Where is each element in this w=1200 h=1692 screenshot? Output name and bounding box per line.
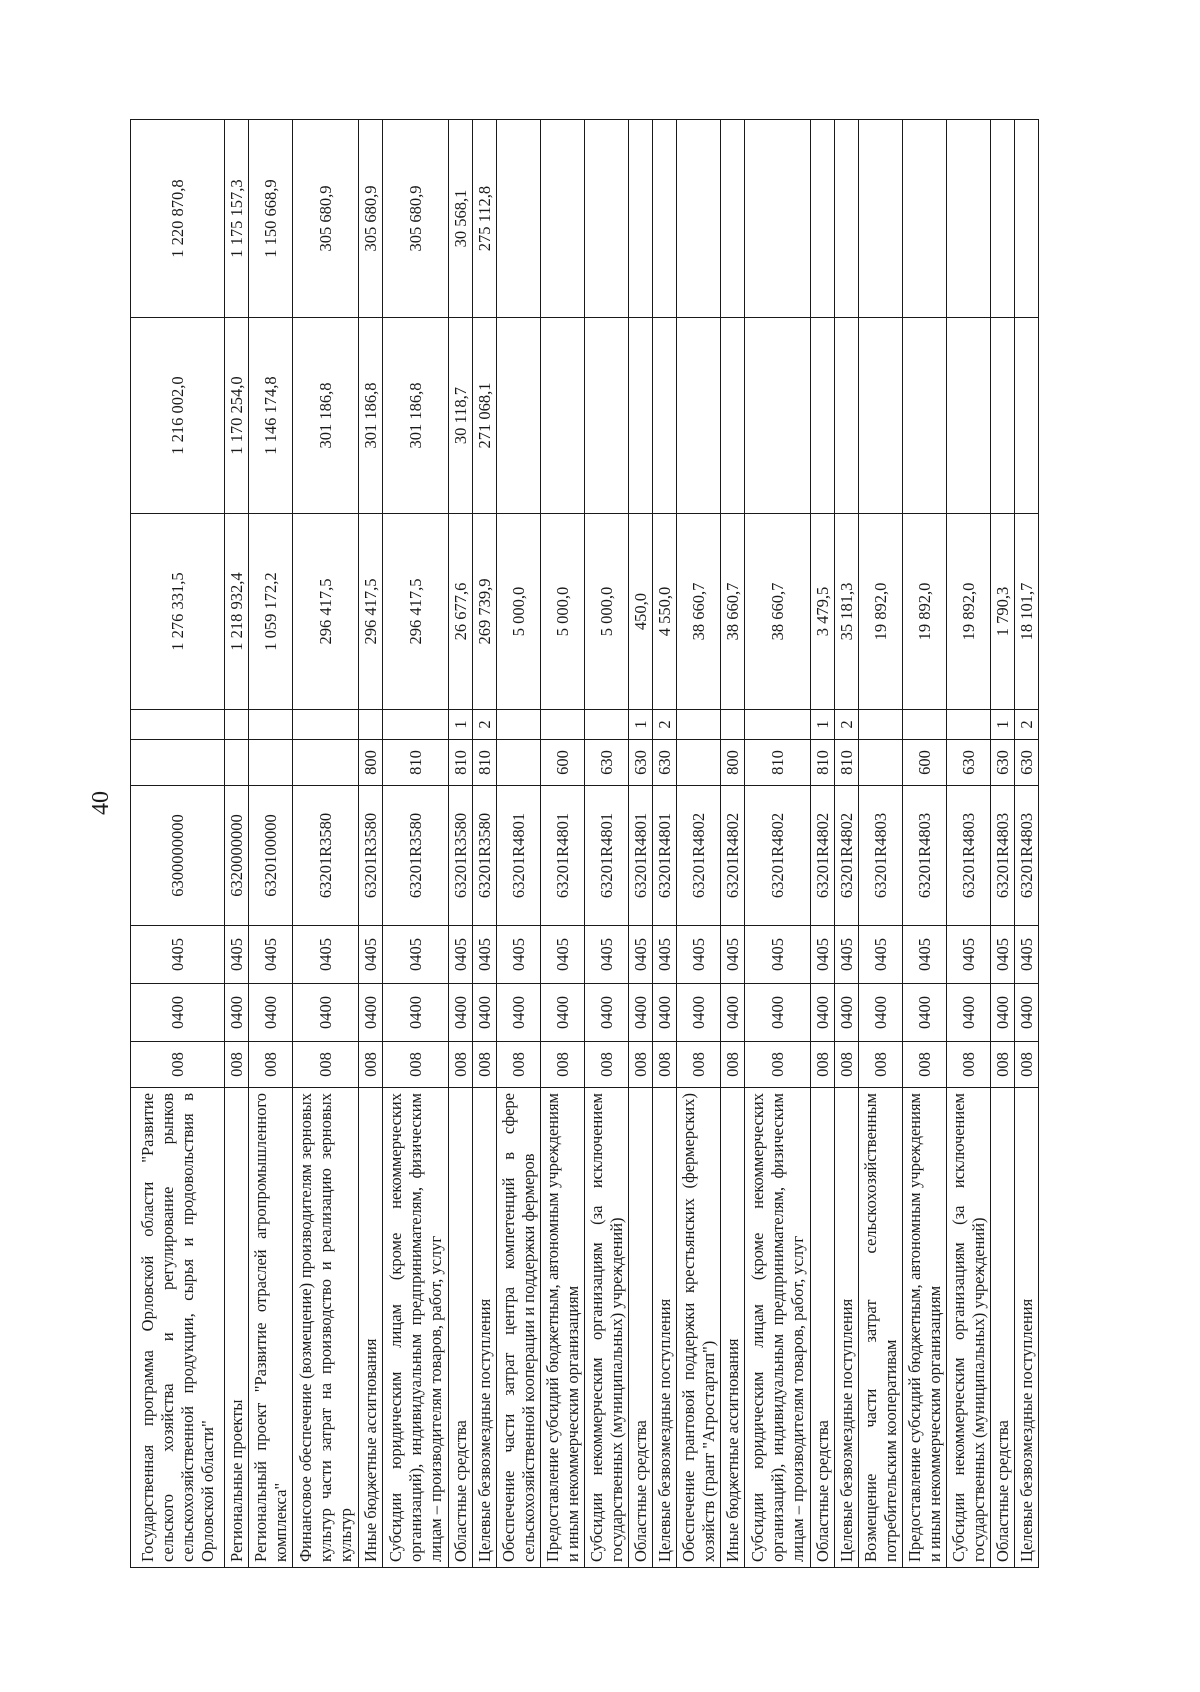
cell-expense-type (677, 740, 721, 786)
cell-source: 2 (473, 710, 497, 740)
cell-name: Областные средства (629, 1088, 653, 1568)
cell-subsection: 0405 (585, 926, 629, 984)
cell-expense-type (225, 740, 249, 786)
cell-ministry: 008 (721, 1042, 745, 1088)
cell-name: Областные средства (811, 1088, 835, 1568)
cell-source (383, 710, 449, 740)
cell-target-article: 6320100000 (249, 786, 293, 926)
cell-subsection: 0405 (991, 926, 1015, 984)
cell-section: 0400 (903, 984, 947, 1042)
cell-year1: 296 417,5 (383, 514, 449, 710)
cell-section: 0400 (449, 984, 473, 1042)
cell-name: Финансовое обеспечение (возмещение) производителям зерновых культур части затрат на производство и реализацию зерновых культур (293, 1088, 359, 1568)
cell-subsection: 0405 (541, 926, 585, 984)
cell-expense-type: 800 (359, 740, 383, 786)
cell-subsection: 0405 (947, 926, 991, 984)
cell-expense-type: 600 (903, 740, 947, 786)
table-row (859, 120, 903, 1568)
cell-target-article: 63201R4801 (541, 786, 585, 926)
cell-year3: 1 175 157,3 (225, 120, 249, 318)
cell-subsection: 0405 (293, 926, 359, 984)
cell-ministry: 008 (383, 1042, 449, 1088)
cell-year3 (653, 120, 677, 318)
cell-expense-type: 800 (721, 740, 745, 786)
table-row (225, 120, 249, 1568)
cell-subsection: 0405 (629, 926, 653, 984)
cell-year3 (835, 120, 859, 318)
cell-source: 1 (811, 710, 835, 740)
cell-subsection: 0405 (225, 926, 249, 984)
cell-year2: 30 118,7 (449, 318, 473, 514)
cell-name: Обеспечение грантовой поддержки крестьянских (фермерских) хозяйств (грант "Агростартап") (677, 1088, 721, 1568)
cell-ministry: 008 (497, 1042, 541, 1088)
cell-source (859, 710, 903, 740)
cell-target-article: 63201R4802 (811, 786, 835, 926)
cell-year3 (1015, 120, 1039, 318)
cell-section: 0400 (721, 984, 745, 1042)
rotated-table-container (130, 120, 1039, 1568)
cell-name: Иные бюджетные ассигнования (721, 1088, 745, 1568)
cell-ministry: 008 (131, 1042, 225, 1088)
cell-year3 (721, 120, 745, 318)
cell-target-article: 63201R4801 (629, 786, 653, 926)
cell-target-article: 6300000000 (131, 786, 225, 926)
cell-name: Целевые безвозмездные поступления (1015, 1088, 1039, 1568)
cell-year2 (991, 318, 1015, 514)
cell-target-article: 63201R3580 (359, 786, 383, 926)
cell-year3 (541, 120, 585, 318)
cell-expense-type: 810 (811, 740, 835, 786)
cell-subsection: 0405 (677, 926, 721, 984)
cell-year3: 30 568,1 (449, 120, 473, 318)
table-row (449, 120, 473, 1568)
cell-year3: 1 150 668,9 (249, 120, 293, 318)
cell-ministry: 008 (249, 1042, 293, 1088)
cell-year1: 1 790,3 (991, 514, 1015, 710)
cell-target-article: 63201R4802 (677, 786, 721, 926)
table-row (835, 120, 859, 1568)
cell-year1: 35 181,3 (835, 514, 859, 710)
table-row (497, 120, 541, 1568)
cell-expense-type: 630 (947, 740, 991, 786)
table-row (721, 120, 745, 1568)
cell-subsection: 0405 (383, 926, 449, 984)
cell-section: 0400 (541, 984, 585, 1042)
cell-year3: 305 680,9 (293, 120, 359, 318)
cell-source (721, 710, 745, 740)
cell-expense-type (859, 740, 903, 786)
cell-year2: 1 146 174,8 (249, 318, 293, 514)
cell-section: 0400 (585, 984, 629, 1042)
cell-name: Возмещение части затрат сельскохозяйственным потребительским кооперативам (859, 1088, 903, 1568)
cell-subsection: 0405 (1015, 926, 1039, 984)
cell-section: 0400 (745, 984, 811, 1042)
cell-source (541, 710, 585, 740)
cell-target-article: 63201R4803 (991, 786, 1015, 926)
cell-year1: 19 892,0 (903, 514, 947, 710)
cell-year3 (677, 120, 721, 318)
cell-year2 (541, 318, 585, 514)
cell-section: 0400 (473, 984, 497, 1042)
table-row (293, 120, 359, 1568)
cell-ministry: 008 (449, 1042, 473, 1088)
cell-year2 (629, 318, 653, 514)
cell-target-article: 63201R3580 (449, 786, 473, 926)
cell-year3 (497, 120, 541, 318)
cell-ministry: 008 (811, 1042, 835, 1088)
cell-subsection: 0405 (131, 926, 225, 984)
cell-source (585, 710, 629, 740)
cell-target-article: 63201R4803 (903, 786, 947, 926)
cell-year2 (859, 318, 903, 514)
cell-source: 2 (835, 710, 859, 740)
table-row (359, 120, 383, 1568)
cell-subsection: 0405 (449, 926, 473, 984)
cell-year2 (811, 318, 835, 514)
cell-ministry: 008 (947, 1042, 991, 1088)
cell-target-article: 63201R4803 (859, 786, 903, 926)
cell-target-article: 63201R3580 (383, 786, 449, 926)
cell-section: 0400 (859, 984, 903, 1042)
table-row (811, 120, 835, 1568)
table-row (745, 120, 811, 1568)
cell-year1: 296 417,5 (293, 514, 359, 710)
cell-subsection: 0405 (903, 926, 947, 984)
cell-expense-type: 630 (1015, 740, 1039, 786)
cell-year2 (835, 318, 859, 514)
cell-year1: 5 000,0 (585, 514, 629, 710)
cell-section: 0400 (249, 984, 293, 1042)
cell-year2 (585, 318, 629, 514)
cell-year2 (677, 318, 721, 514)
cell-subsection: 0405 (745, 926, 811, 984)
cell-ministry: 008 (745, 1042, 811, 1088)
cell-year2 (721, 318, 745, 514)
cell-target-article: 63201R3580 (293, 786, 359, 926)
cell-ministry: 008 (473, 1042, 497, 1088)
cell-source (293, 710, 359, 740)
cell-ministry: 008 (225, 1042, 249, 1088)
cell-year3 (745, 120, 811, 318)
cell-ministry: 008 (293, 1042, 359, 1088)
cell-ministry: 008 (629, 1042, 653, 1088)
cell-ministry: 008 (677, 1042, 721, 1088)
cell-source (359, 710, 383, 740)
cell-section: 0400 (653, 984, 677, 1042)
cell-year2: 301 186,8 (359, 318, 383, 514)
table-row (677, 120, 721, 1568)
cell-section: 0400 (383, 984, 449, 1042)
cell-year1: 38 660,7 (745, 514, 811, 710)
cell-expense-type: 810 (383, 740, 449, 786)
cell-year2 (497, 318, 541, 514)
cell-source (677, 710, 721, 740)
cell-year1: 18 101,7 (1015, 514, 1039, 710)
budget-table (130, 119, 1039, 1568)
table-row (473, 120, 497, 1568)
cell-year3 (629, 120, 653, 318)
cell-name: Предоставление субсидий бюджетным, автономным учреждениям и иным некоммерческим организациям (541, 1088, 585, 1568)
cell-name: Целевые безвозмездные поступления (835, 1088, 859, 1568)
cell-source: 2 (653, 710, 677, 740)
cell-subsection: 0405 (473, 926, 497, 984)
table-row (383, 120, 449, 1568)
cell-name: Субсидии юридическим лицам (кроме некоммерческих организаций), индивидуальным предпринимателям, физическим лицам – производителям товаров, работ, услуг (745, 1088, 811, 1568)
cell-year1: 26 677,6 (449, 514, 473, 710)
cell-source: 1 (449, 710, 473, 740)
cell-expense-type: 630 (629, 740, 653, 786)
cell-target-article: 63201R4802 (721, 786, 745, 926)
cell-year3 (947, 120, 991, 318)
cell-section: 0400 (835, 984, 859, 1042)
cell-source (947, 710, 991, 740)
cell-subsection: 0405 (811, 926, 835, 984)
cell-section: 0400 (1015, 984, 1039, 1042)
cell-name: Региональный проект "Развитие отраслей агропромышленного комплекса" (249, 1088, 293, 1568)
table-row (903, 120, 947, 1568)
cell-name: Обеспечение части затрат центра компетенций в сфере сельскохозяйственной кооперации и поддержки фермеров (497, 1088, 541, 1568)
cell-ministry: 008 (1015, 1042, 1039, 1088)
table-row (585, 120, 629, 1568)
table-row (629, 120, 653, 1568)
cell-section: 0400 (629, 984, 653, 1042)
cell-section: 0400 (991, 984, 1015, 1042)
table-row (653, 120, 677, 1568)
cell-section: 0400 (359, 984, 383, 1042)
cell-year2: 271 068,1 (473, 318, 497, 514)
cell-year1: 5 000,0 (541, 514, 585, 710)
cell-year1: 19 892,0 (947, 514, 991, 710)
cell-name: Субсидии юридическим лицам (кроме некоммерческих организаций), индивидуальным предпринимателям, физическим лицам – производителям товаров, работ, услуг (383, 1088, 449, 1568)
cell-section: 0400 (677, 984, 721, 1042)
cell-year1: 5 000,0 (497, 514, 541, 710)
cell-expense-type (293, 740, 359, 786)
cell-section: 0400 (811, 984, 835, 1042)
cell-ministry: 008 (903, 1042, 947, 1088)
cell-expense-type: 810 (745, 740, 811, 786)
table-row (947, 120, 991, 1568)
cell-year1: 1 059 172,2 (249, 514, 293, 710)
table-row (131, 120, 225, 1568)
table-body (131, 120, 1039, 1568)
cell-name: Областные средства (449, 1088, 473, 1568)
cell-ministry: 008 (541, 1042, 585, 1088)
table-row (249, 120, 293, 1568)
cell-year3 (991, 120, 1015, 318)
cell-year2: 1 170 254,0 (225, 318, 249, 514)
cell-year1: 38 660,7 (721, 514, 745, 710)
cell-expense-type: 630 (585, 740, 629, 786)
cell-year3: 275 112,8 (473, 120, 497, 318)
cell-name: Субсидии некоммерческим организациям (за исключением государственных (муниципальных) учреждений) (947, 1088, 991, 1568)
cell-year1: 3 479,5 (811, 514, 835, 710)
cell-name: Субсидии некоммерческим организациям (за исключением государственных (муниципальных) учреждений) (585, 1088, 629, 1568)
cell-year1: 296 417,5 (359, 514, 383, 710)
cell-year3 (585, 120, 629, 318)
cell-year1: 269 739,9 (473, 514, 497, 710)
cell-expense-type: 600 (541, 740, 585, 786)
cell-source (249, 710, 293, 740)
cell-expense-type (497, 740, 541, 786)
cell-year1: 38 660,7 (677, 514, 721, 710)
cell-subsection: 0405 (359, 926, 383, 984)
table-row (541, 120, 585, 1568)
cell-section: 0400 (497, 984, 541, 1042)
cell-name: Предоставление субсидий бюджетным, автономным учреждениям и иным некоммерческим организациям (903, 1088, 947, 1568)
cell-year3: 305 680,9 (359, 120, 383, 318)
cell-ministry: 008 (585, 1042, 629, 1088)
cell-year3: 305 680,9 (383, 120, 449, 318)
cell-subsection: 0405 (835, 926, 859, 984)
cell-year2: 1 216 002,0 (131, 318, 225, 514)
cell-target-article: 63201R4802 (835, 786, 859, 926)
cell-year2: 301 186,8 (383, 318, 449, 514)
table-row (1015, 120, 1039, 1568)
cell-expense-type: 630 (653, 740, 677, 786)
cell-year3 (859, 120, 903, 318)
cell-ministry: 008 (991, 1042, 1015, 1088)
cell-section: 0400 (293, 984, 359, 1042)
cell-year3: 1 220 870,8 (131, 120, 225, 318)
cell-year2: 301 186,8 (293, 318, 359, 514)
cell-target-article: 63201R3580 (473, 786, 497, 926)
cell-source (497, 710, 541, 740)
cell-target-article: 63201R4803 (1015, 786, 1039, 926)
cell-year3 (811, 120, 835, 318)
cell-expense-type: 630 (991, 740, 1015, 786)
cell-section: 0400 (131, 984, 225, 1042)
cell-subsection: 0405 (859, 926, 903, 984)
cell-subsection: 0405 (497, 926, 541, 984)
cell-name: Областные средства (991, 1088, 1015, 1568)
cell-expense-type: 810 (449, 740, 473, 786)
cell-year1: 1 218 932,4 (225, 514, 249, 710)
cell-source: 2 (1015, 710, 1039, 740)
cell-section: 0400 (225, 984, 249, 1042)
cell-name: Целевые безвозмездные поступления (653, 1088, 677, 1568)
cell-year2 (903, 318, 947, 514)
cell-source (131, 710, 225, 740)
table-row (991, 120, 1015, 1568)
cell-name: Государственная программа Орловской области "Развитие сельского хозяйства и регулирование рынков сельскохозяйственной продукции, сырья и продовольствия в Орловской области" (131, 1088, 225, 1568)
cell-year1: 450,0 (629, 514, 653, 710)
cell-expense-type: 810 (473, 740, 497, 786)
cell-year1: 1 276 331,5 (131, 514, 225, 710)
page-number: 40 (88, 791, 114, 815)
cell-year1: 4 550,0 (653, 514, 677, 710)
cell-ministry: 008 (359, 1042, 383, 1088)
cell-name: Региональные проекты (225, 1088, 249, 1568)
cell-expense-type: 810 (835, 740, 859, 786)
cell-section: 0400 (947, 984, 991, 1042)
cell-target-article: 63201R4801 (653, 786, 677, 926)
cell-subsection: 0405 (721, 926, 745, 984)
cell-target-article: 63201R4802 (745, 786, 811, 926)
cell-ministry: 008 (835, 1042, 859, 1088)
cell-ministry: 008 (859, 1042, 903, 1088)
cell-source (225, 710, 249, 740)
cell-target-article: 63201R4801 (497, 786, 541, 926)
cell-year1: 19 892,0 (859, 514, 903, 710)
cell-source (903, 710, 947, 740)
cell-target-article: 63201R4803 (947, 786, 991, 926)
cell-year2 (947, 318, 991, 514)
cell-expense-type (131, 740, 225, 786)
cell-target-article: 63201R4801 (585, 786, 629, 926)
cell-ministry: 008 (653, 1042, 677, 1088)
cell-source (745, 710, 811, 740)
cell-source: 1 (991, 710, 1015, 740)
cell-name: Иные бюджетные ассигнования (359, 1088, 383, 1568)
cell-subsection: 0405 (653, 926, 677, 984)
cell-year2 (653, 318, 677, 514)
cell-year2 (1015, 318, 1039, 514)
cell-subsection: 0405 (249, 926, 293, 984)
cell-source: 1 (629, 710, 653, 740)
cell-target-article: 6320000000 (225, 786, 249, 926)
cell-name: Целевые безвозмездные поступления (473, 1088, 497, 1568)
cell-expense-type (249, 740, 293, 786)
cell-year2 (745, 318, 811, 514)
cell-year3 (903, 120, 947, 318)
